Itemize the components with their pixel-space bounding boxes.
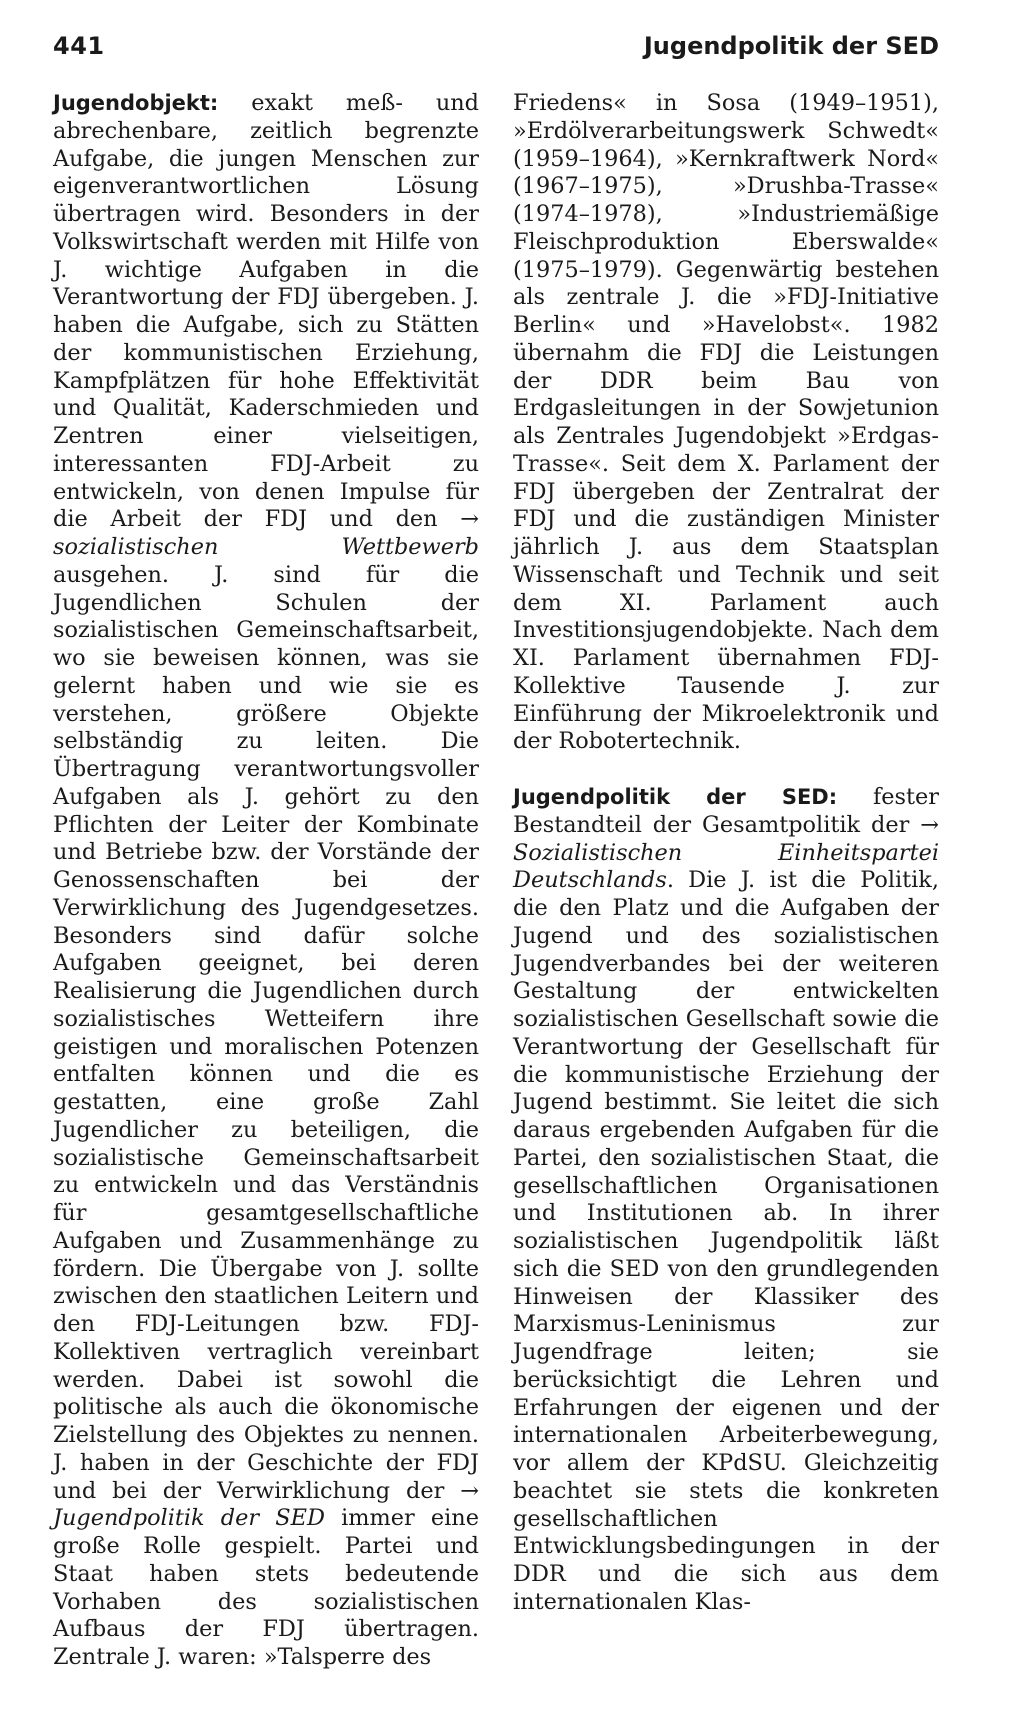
right-column [513, 90, 939, 1617]
cross-reference-link[interactable]: Sozialistischen Einheitspartei Deutschlands [513, 839, 939, 894]
entry-lemma: Jugendpolitik der SED: [513, 785, 838, 809]
cross-reference-arrow: → [460, 1477, 479, 1504]
entry-jugendpolitik [513, 784, 939, 1617]
entry-lemma: Jugendobjekt: [53, 91, 219, 115]
cross-reference-link[interactable]: Jugendpolitik der SED [53, 1505, 325, 1532]
page-header [53, 32, 939, 68]
running-head: Jugendpolitik der SED [643, 32, 939, 60]
cross-reference-arrow: → [460, 506, 479, 533]
page-number: 441 [53, 32, 105, 60]
entry-continuation: Friedens« in Sosa (1949–1951), »Erdölverarbeitungswerk Schwedt« (1959–1964), »Kernkraftwerk Nord« (1967–1975), »Drushba-Trasse« (1974–1978), »Industriemäßige Fleischproduktion Eberswalde« (1975–1979). Gegenwärtig bestehen als zentrale J. die »FDJ-Initiative Berlin« und »Havelobst«. 1982 übernahm die FDJ die Leistungen der DDR beim Bau von Erdgasleitungen in der Sowjetunion als Zentrales Jugendobjekt »Erdgas-Trasse«. Seit dem X. Parlament der FDJ übergeben der Zentralrat der FDJ und die zuständigen Minister jährlich J. aus dem Staatsplan Wissenschaft und Technik und seit dem XI. Parlament auch Investitionsjugendobjekte. Nach dem XI. Parlament übernahmen FDJ-Kollektive Tausende J. zur Einführung der Mikroelektronik und der Robotertechnik. [513, 90, 939, 755]
left-column [53, 90, 479, 1672]
cross-reference-link[interactable]: sozialistischen Wettbewerb [53, 534, 479, 560]
entry-jugendobjekt [53, 90, 479, 1672]
cross-reference-arrow: → [920, 811, 939, 838]
entry-text: exakt meß- und abrechenbare, zeitlich begrenzte Aufgabe, die jungen Menschen zur eigenverantwortlichen Lösung übertragen wird. Besonders in der Volkswirtschaft werden mit Hilfe von J. wichtige Aufgaben in die Verantwortung der FDJ übergeben. J. haben die Aufgabe, sich zu Stätten der kommunistischen Erziehung, Kampfplätzen für hohe Effektivität und Qualität, Kaderschmieden und Zentren einer vielseitigen, interessanten FDJ-Arbeit zu entwickeln, von denen Impulse für die Arbeit der FDJ und den [53, 90, 479, 533]
entry-text: immer eine große Rolle gespielt. Partei und Staat haben stets bedeutende Vorhaben des sozialistischen Aufbaus der FDJ übertragen. Zentrale J. waren: »Talsperre des [53, 1505, 479, 1670]
entry-text: ausgehen. J. sind für die Jugendlichen Schulen der sozialistischen Gemeinschaftsarbeit, wo sie beweisen können, was sie gelernt haben und wie sie es verstehen, größere Objekte selbständig zu leiten. Die Übertragung verantwortungsvoller Aufgaben als J. gehört zu den Pflichten der Leiter der Kombinate und Betriebe bzw. der Vorstände der Genossenschaften bei der Verwirklichung des Jugendgesetzes. Besonders sind dafür solche Aufgaben geeignet, bei deren Realisierung die Jugendlichen durch sozialistisches Wetteifern ihre geistigen und moralischen Potenzen entfalten können und die es gestatten, eine große Zahl Jugendlicher zu beteiligen, die sozialistische Gemeinschaftsarbeit zu entwickeln und das Verständnis für gesamtgesellschaftliche Aufgaben und Zusammenhänge zu fördern. Die Übergabe von J. sollte zwischen den staatlichen Leitern und den FDJ-Leitungen bzw. FDJ-Kollektiven vertraglich vereinbart werden. Dabei ist sowohl die politische als auch die ökonomische Zielstellung des Objektes zu nennen. J. haben in der Geschichte der FDJ und bei der Verwirklichung der [53, 561, 479, 1504]
entry-text: fester Bestandteil der Gesamtpolitik der [513, 784, 939, 838]
entry-text: . Die J. ist die Politik, die den Platz und die Aufgaben der Jugend und des sozialistischen Jugendverbandes bei der weiteren Gestaltung der entwickelten sozialistischen Gesellschaft sowie die Verantwortung der Gesellschaft für die kommunistische Erziehung der Jugend bestimmt. Sie leitet die sich daraus ergebenden Aufgaben für die Partei, den sozialistischen Staat, die gesellschaftlichen Organisationen und Institutionen ab. In ihrer sozialistischen Jugendpolitik läßt sich die SED von den grundlegenden Hinweisen der Klassiker des Marxismus-Leninismus zur Jugendfrage leiten; sie berücksichtigt die Lehren und Erfahrungen der eigenen und der internationalen Arbeiterbewegung, vor allem der KPdSU. Gleichzeitig beachtet sie stets die konkreten gesellschaftlichen Entwicklungsbedingungen in der DDR und die sich aus dem internationalen Klas- [513, 867, 939, 1615]
entry-separator [513, 756, 939, 784]
